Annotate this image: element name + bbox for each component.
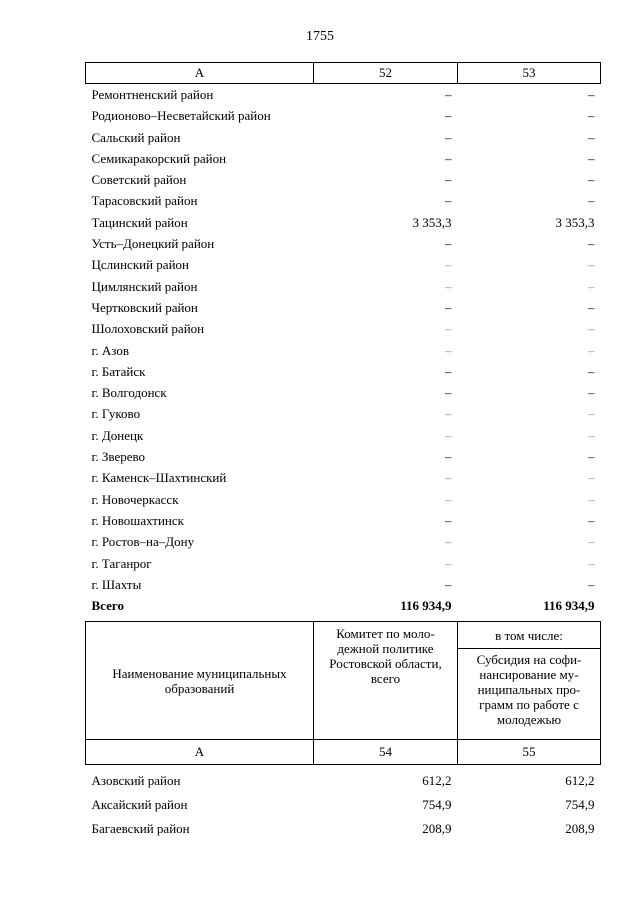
- municipality-name: Родионово–Несветайский район: [91, 108, 271, 124]
- value-53: 3 353,3: [555, 214, 595, 230]
- municipality-name: г. Шахты: [91, 576, 142, 592]
- municipality-name: г. Донецк: [91, 427, 144, 443]
- municipality-name: г. Азов: [91, 342, 129, 358]
- value-53: –: [588, 257, 595, 273]
- table-row: [86, 276, 601, 297]
- value-55: 208,9: [565, 821, 595, 836]
- value-53: –: [588, 363, 595, 379]
- column-index-row: [86, 63, 601, 84]
- municipality-name: Сальский район: [91, 129, 181, 145]
- table-row: [86, 793, 601, 817]
- including-header: в том числе:: [458, 622, 601, 649]
- value-53: –: [588, 278, 595, 294]
- municipality-name: г. Каменск–Шахтинский: [91, 470, 227, 486]
- value-53: –: [588, 172, 595, 188]
- value-52: –: [445, 534, 452, 550]
- table-row: [86, 382, 601, 403]
- value-53: –: [588, 406, 595, 422]
- table-row: [86, 510, 601, 531]
- total-row: [86, 595, 601, 616]
- municipality-name: Азовский район: [91, 773, 181, 788]
- table-row: [86, 403, 601, 424]
- value-53: –: [588, 129, 595, 145]
- value-52: –: [445, 236, 452, 252]
- table-row: [86, 489, 601, 510]
- column-a-header: А: [86, 63, 314, 84]
- value-52: –: [445, 172, 452, 188]
- total-value-52: 116 934,9: [400, 598, 452, 614]
- municipality-name: Тарасовский район: [91, 193, 198, 209]
- municipality-column-header: Наименование муниципальных образований: [86, 622, 314, 740]
- value-52: –: [445, 278, 452, 294]
- municipality-name: Советский район: [91, 172, 187, 188]
- value-52: –: [445, 491, 452, 507]
- value-52: –: [445, 342, 452, 358]
- municipality-name: Усть–Донецкий район: [91, 236, 215, 252]
- table-row: [86, 553, 601, 574]
- table-row: [86, 297, 601, 318]
- column-index-row: [86, 740, 601, 765]
- column-a-header: А: [86, 740, 314, 765]
- value-52: –: [445, 150, 452, 166]
- value-54: 754,9: [422, 797, 452, 812]
- value-55: 754,9: [565, 797, 595, 812]
- municipality-name: Багаевский район: [91, 821, 190, 836]
- value-55: 612,2: [565, 773, 595, 788]
- value-52: –: [445, 193, 452, 209]
- value-52: –: [445, 406, 452, 422]
- municipality-name: Цслинский район: [91, 257, 189, 273]
- value-54: 208,9: [422, 821, 452, 836]
- municipality-name: Чертковский район: [91, 299, 198, 315]
- value-52: –: [445, 555, 452, 571]
- column-54-header: 54: [314, 740, 458, 765]
- column-55-header: 55: [458, 740, 601, 765]
- value-53: –: [588, 385, 595, 401]
- value-52: –: [445, 299, 452, 315]
- value-53: –: [588, 512, 595, 528]
- municipality-name: Тацинский район: [91, 214, 188, 230]
- value-52: –: [445, 129, 452, 145]
- table-row: [86, 233, 601, 254]
- value-53: –: [588, 576, 595, 592]
- table-row: [86, 817, 601, 841]
- value-53: –: [588, 449, 595, 465]
- value-52: –: [445, 576, 452, 592]
- value-52: –: [445, 470, 452, 486]
- value-52: 3 353,3: [412, 214, 452, 230]
- table-row: [86, 190, 601, 211]
- municipality-name: г. Гуково: [91, 406, 141, 422]
- youth-policy-table: [85, 621, 601, 841]
- continuation-table: [85, 62, 601, 616]
- value-53: –: [588, 299, 595, 315]
- value-53: –: [588, 534, 595, 550]
- table-row: [86, 105, 601, 126]
- municipality-name: г. Зверево: [91, 449, 146, 465]
- subsidy-header: Субсидия на софи-нансирование му-ниципальных про-грамм по работе с молодежью: [458, 649, 601, 740]
- table-row: [86, 574, 601, 595]
- table-row: [86, 84, 601, 106]
- value-53: –: [588, 427, 595, 443]
- municipality-name: Аксайский район: [91, 797, 188, 812]
- value-53: –: [588, 87, 595, 102]
- table-row: [86, 169, 601, 190]
- municipality-name: г. Новошахтинск: [91, 512, 184, 528]
- page-number: 1755: [306, 29, 334, 44]
- value-52: –: [445, 108, 452, 124]
- value-53: –: [588, 193, 595, 209]
- table-row: [86, 127, 601, 148]
- value-52: –: [445, 363, 452, 379]
- value-53: –: [588, 555, 595, 571]
- value-53: –: [588, 491, 595, 507]
- table-row: [86, 212, 601, 233]
- column-52-header: 52: [314, 63, 458, 84]
- value-52: –: [445, 427, 452, 443]
- table-row: [86, 425, 601, 446]
- value-52: –: [445, 449, 452, 465]
- value-53: –: [588, 236, 595, 252]
- municipality-name: г. Ростов–на–Дону: [91, 534, 195, 550]
- municipality-name: г. Таганрог: [91, 555, 152, 571]
- table-row: [86, 318, 601, 339]
- municipality-name: г. Новочеркасск: [91, 491, 179, 507]
- value-52: –: [445, 321, 452, 337]
- committee-total-header: Комитет по моло-дежной политике Ростовской области, всего: [314, 622, 458, 740]
- value-52: –: [445, 385, 452, 401]
- total-label: Всего: [91, 598, 124, 614]
- value-53: –: [588, 342, 595, 358]
- table-row: [86, 254, 601, 275]
- municipality-name: Цимлянский район: [91, 278, 198, 294]
- value-53: –: [588, 470, 595, 486]
- value-52: –: [445, 257, 452, 273]
- table-row: [86, 361, 601, 382]
- column-53-header: 53: [458, 63, 601, 84]
- table-row: [86, 446, 601, 467]
- municipality-name: г. Волгодонск: [91, 385, 167, 401]
- value-52: –: [445, 512, 452, 528]
- municipality-name: Семикаракорский район: [91, 150, 227, 166]
- table-row: [86, 340, 601, 361]
- value-52: –: [445, 87, 452, 102]
- table-row: [86, 769, 601, 793]
- value-53: –: [588, 150, 595, 166]
- table-row: [86, 467, 601, 488]
- value-54: 612,2: [422, 773, 452, 788]
- value-53: –: [588, 321, 595, 337]
- municipality-name: Ремонтненский район: [91, 87, 214, 102]
- total-value-53: 116 934,9: [543, 598, 595, 614]
- municipality-name: г. Батайск: [91, 363, 146, 379]
- value-53: –: [588, 108, 595, 124]
- municipality-name: Шолоховский район: [91, 321, 205, 337]
- table-row: [86, 148, 601, 169]
- table-row: [86, 531, 601, 552]
